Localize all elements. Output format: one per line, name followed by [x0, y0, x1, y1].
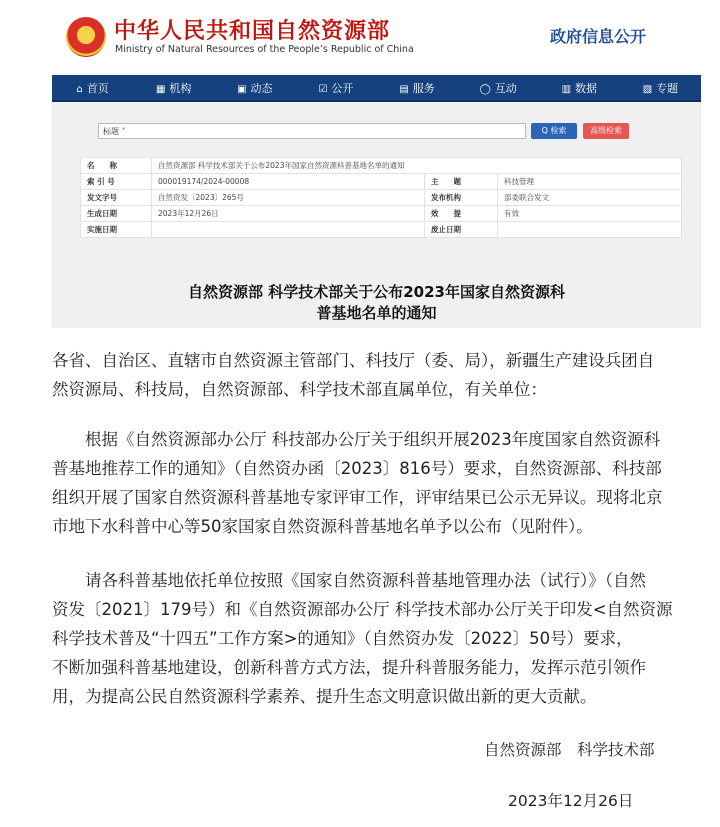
meta-date-label: 生成日期 — [81, 206, 152, 222]
para2-line2: 资发〔2021〕179号）和《自然资源部办公厅 科学技术部办公厅关于印发<自然资源 — [52, 600, 673, 619]
para2-line5: 用，为提高公民自然资源科学素养、提升生态文明意识做出新的更大贡献。 — [52, 687, 597, 706]
site-header — [0, 0, 720, 70]
document-title-line2: 普基地名单的通知 — [316, 304, 437, 322]
search-scope-select[interactable]: 标题 ˅ — [98, 123, 526, 139]
nav-item-label: 互动 — [494, 81, 517, 95]
site-title[interactable]: 中华人民共和国自然资源部 — [114, 19, 391, 44]
meta-abolish-value — [498, 222, 682, 238]
site-subtitle: Ministry of Natural Resources of the People’s Republic of China — [115, 44, 414, 55]
para2-line4: 不断加强科普基地建设，创新科普方式方法，提升科普服务能力，发挥示范引领作 — [52, 658, 646, 677]
para1-line3: 组织开展了国家自然资源科普基地专家评审工作，评审结果已公示无异议。现将北京 — [52, 488, 663, 507]
org-icon: ▦ — [155, 83, 166, 95]
meta-subject-value: 科技管理 — [498, 174, 682, 190]
nav-item-6[interactable] — [539, 80, 620, 96]
document-metadata-table — [80, 157, 682, 238]
nav-item-label: 服务 — [412, 81, 435, 95]
nav-item-label: 数据 — [575, 81, 598, 95]
meta-name-value: 自然资源部 科学技术部关于公布2023年国家自然资源科普基地名单的通知 — [152, 158, 682, 174]
nav-item-5[interactable] — [458, 80, 539, 96]
search-button[interactable]: Q 检索 — [531, 123, 577, 139]
para1-line4: 市地下水科普中心等50家国家自然资源科普基地名单予以公布（见附件）。 — [52, 517, 593, 536]
document-title-line1: 自然资源部 科学技术部关于公布2023年国家自然资源科 — [188, 283, 565, 301]
gov-info-link[interactable]: 政府信息公开 — [550, 27, 647, 46]
addressee-line1: 各省、自治区、直辖市自然资源主管部门、科技厅（委、局），新疆生产建设兵团自 — [52, 351, 655, 370]
para1-line2: 普基地推荐工作的通知》（自然资办函〔2023〕816号）要求，自然资源部、科技部 — [52, 459, 662, 478]
issue-date: 2023年12月26日 — [508, 792, 634, 810]
meta-impl-value — [152, 222, 425, 238]
meta-docno-label: 发文字号 — [81, 190, 152, 206]
topic-icon: ▧ — [642, 83, 653, 95]
meta-subject-label: 主 题 — [425, 174, 498, 190]
meta-index-value: 000019174/2024-00008 — [152, 174, 425, 190]
nav-item-label: 公开 — [331, 81, 354, 95]
document-title — [0, 282, 720, 324]
news-icon: ▣ — [237, 83, 247, 95]
nav-item-label: 首页 — [86, 81, 109, 95]
nav-item-label: 机构 — [169, 81, 192, 95]
meta-abolish-label: 废止日期 — [425, 222, 498, 238]
meta-impl-label: 实施日期 — [81, 222, 152, 238]
advanced-search-button[interactable]: 高级检索 — [583, 123, 629, 139]
nav-item-3[interactable] — [295, 80, 376, 96]
emblem-star-icon: ★ — [79, 25, 93, 41]
meta-name-label: 名 称 — [81, 158, 152, 174]
nav-item-2[interactable] — [214, 80, 295, 96]
service-icon: ▤ — [399, 83, 409, 95]
home-icon: ⌂ — [76, 83, 83, 95]
meta-issuer-label: 发布机构 — [425, 190, 498, 206]
meta-date-value: 2023年12月26日 — [152, 206, 425, 222]
para1-line1: 根据《自然资源部办公厅 科技部办公厅关于组织开展2023年度国家自然资源科 — [85, 430, 661, 449]
chat-icon: ◯ — [479, 83, 491, 95]
nav-item-label: 专题 — [656, 81, 679, 95]
signature: 自然资源部 科学技术部 — [484, 741, 655, 759]
meta-validity-label: 效 提 — [425, 206, 498, 222]
nav-item-1[interactable] — [133, 80, 214, 96]
open-icon: ☑ — [318, 83, 328, 95]
addressee-line2: 然资源局、科技局，自然资源部、科学技术部直属单位，有关单位： — [52, 380, 547, 399]
meta-index-label: 索 引 号 — [81, 174, 152, 190]
nav-item-7[interactable] — [620, 80, 701, 96]
para2-line1: 请各科普基地依托单位按照《国家自然资源科普基地管理办法（试行）》（自然 — [85, 571, 646, 590]
nav-item-0[interactable] — [52, 80, 133, 96]
para2-line3: 科学技术普及“十四五”工作方案>的通知》（自然资办发〔2022〕50号）要求， — [52, 629, 633, 648]
nav-item-label: 动态 — [250, 81, 273, 95]
meta-issuer-value: 部委联合发文 — [498, 190, 682, 206]
main-nav — [52, 75, 701, 100]
data-icon: ▥ — [561, 83, 572, 95]
nav-item-4[interactable] — [377, 80, 458, 96]
meta-docno-value: 自然资发〔2023〕265号 — [152, 190, 425, 206]
meta-validity-value: 有效 — [498, 206, 682, 222]
